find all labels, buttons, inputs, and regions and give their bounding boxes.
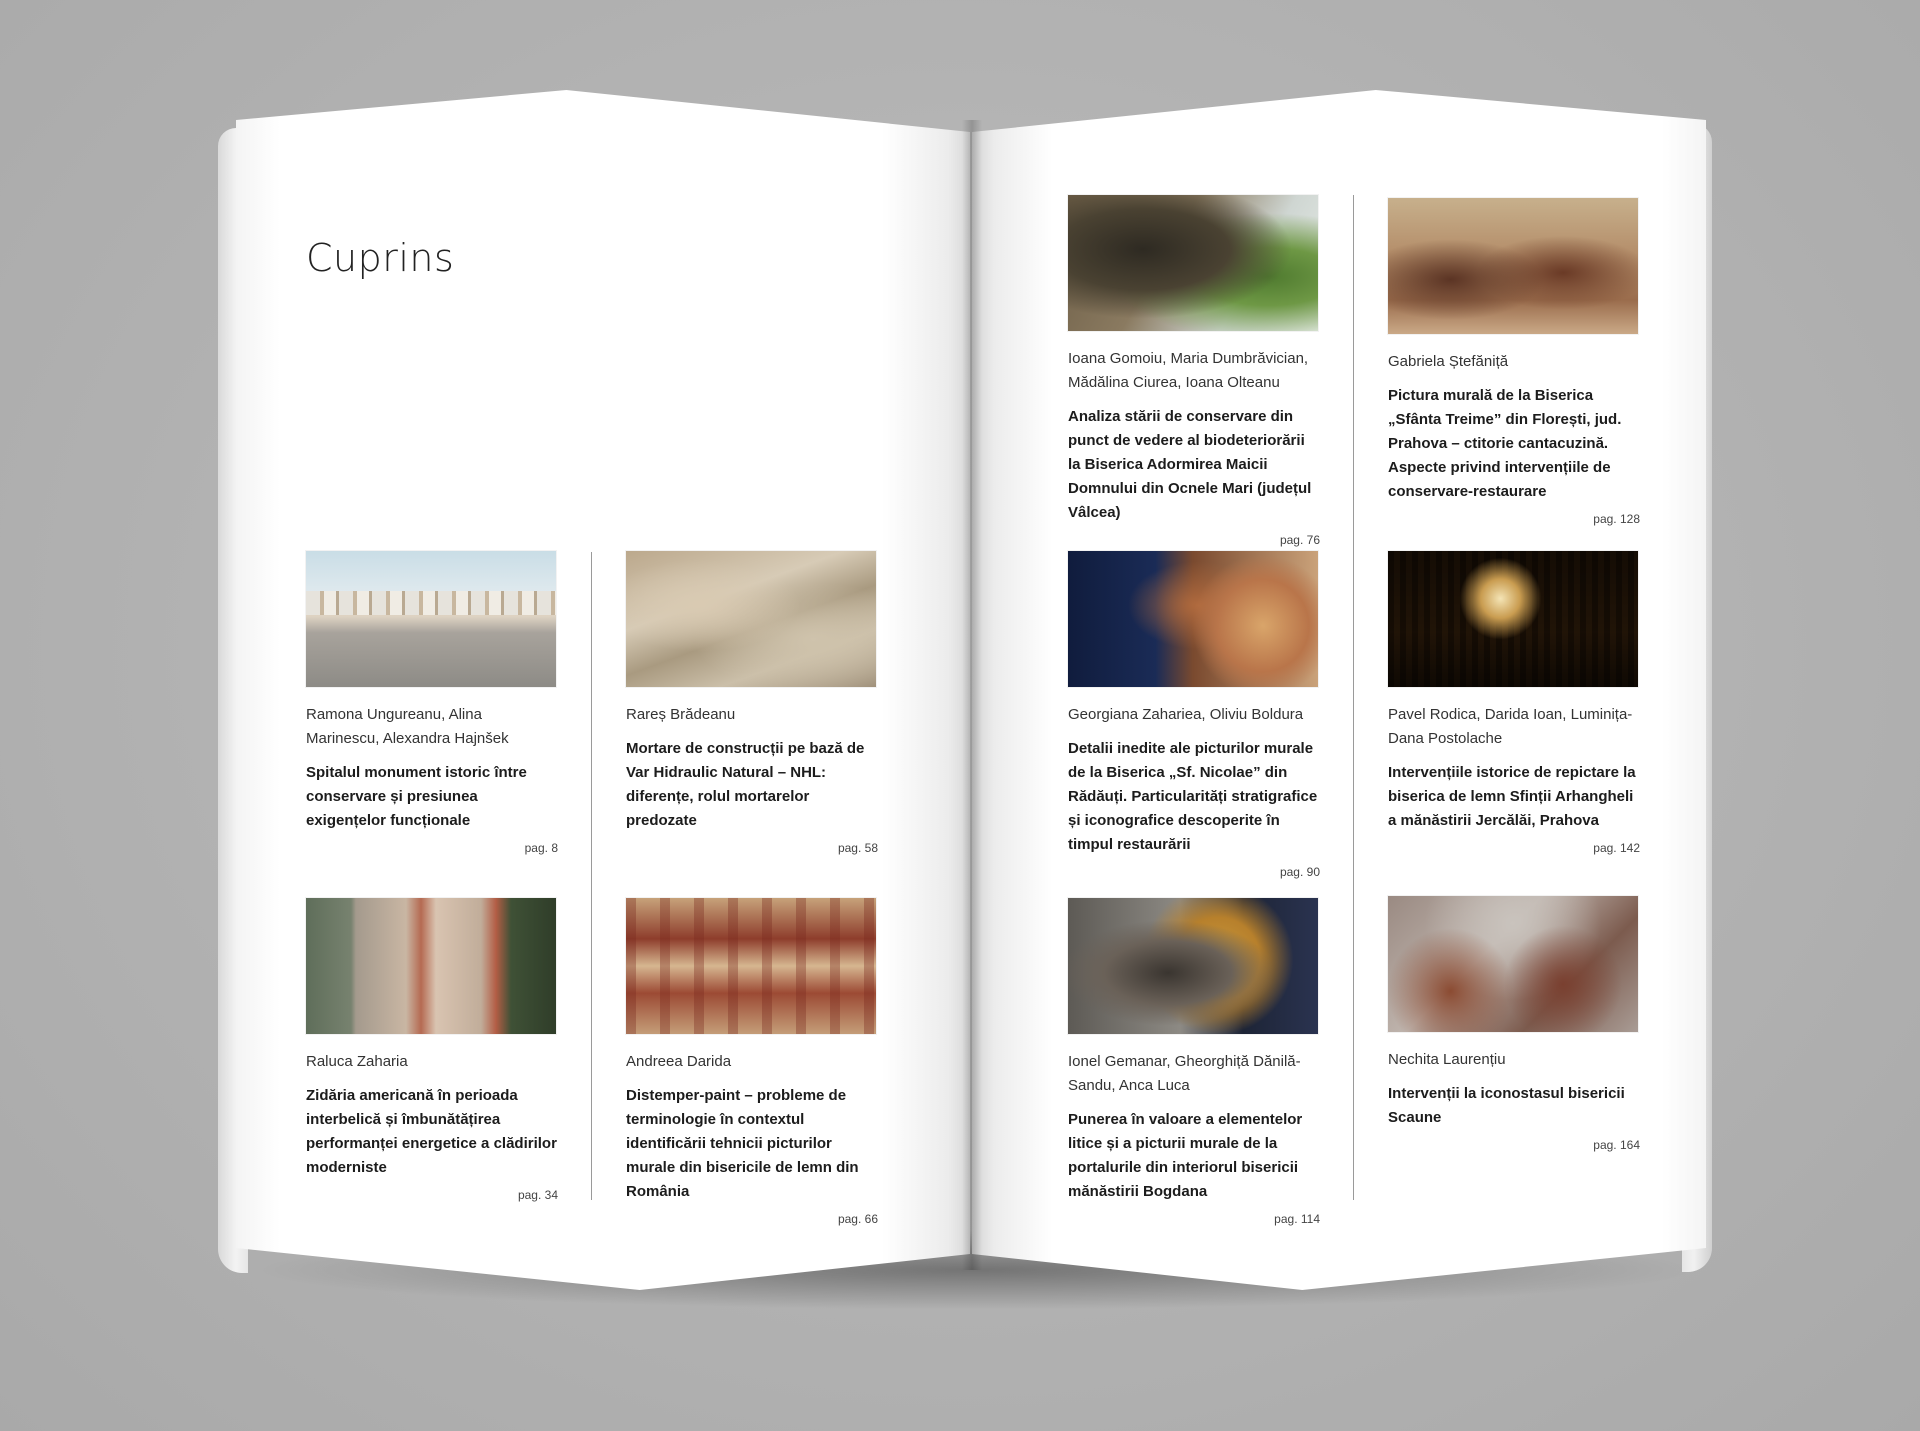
entry-page-number: pag. 90 [1279, 865, 1320, 879]
entry-authors: Andreea Darida [626, 1053, 732, 1070]
entry-thumbnail [1388, 198, 1638, 334]
entry-title: Intervențiile istorice de repictare la biserica de lemn Sfinții Arhangheli a mănăstirii Jercălăi, Prahova [1388, 764, 1636, 829]
entry-title: Spitalul monument istoric între conservare și presiunea exigențelor funcționale [306, 764, 527, 829]
toc-entry[interactable] [1068, 195, 1320, 547]
entry-thumbnail [306, 898, 556, 1034]
entry-page-number: pag. 76 [1279, 533, 1320, 547]
entry-title: Distemper-paint – probleme de terminologie în contextul identificării tehnicii picturilor murale din bisericile de lemn din România [626, 1087, 859, 1200]
entry-page-number: pag. 8 [524, 841, 558, 855]
entry-title: Zidăria americană în perioada interbelică și îmbunătățirea performanței energetice a clădirilor moderniste [306, 1087, 557, 1176]
book-gutter [962, 120, 982, 1270]
entry-authors: Gabriela Ștefăniță [1388, 353, 1509, 370]
entry-thumbnail [1068, 195, 1318, 331]
toc-entry[interactable] [306, 898, 558, 1202]
toc-entry[interactable] [1388, 198, 1640, 526]
entry-title: Punerea în valoare a elementelor litice și a picturii murale de la portalurile din interiorul bisericii mănăstirii Bogdana [1068, 1111, 1303, 1200]
entry-title: Pictura murală de la Biserica „Sfânta Treime” din Florești, jud. Prahova – ctitorie cantacuzină. Aspecte privind intervențiile de conservare-restaurare [1388, 387, 1622, 500]
entry-page-number: pag. 128 [1593, 512, 1640, 526]
entry-page-number: pag. 164 [1593, 1138, 1640, 1152]
entry-authors: Rareș Brădeanu [626, 706, 736, 723]
entry-authors: Pavel Rodica, Darida Ioan, Luminița-Dana Postolache [1388, 706, 1633, 747]
entry-thumbnail [626, 551, 876, 687]
entry-authors: Raluca Zaharia [306, 1053, 408, 1070]
entry-authors: Georgiana Zaharieа, Oliviu Boldura [1068, 706, 1304, 723]
entry-thumbnail [1068, 551, 1318, 687]
entry-thumbnail [626, 898, 876, 1034]
entry-page-number: pag. 114 [1274, 1212, 1320, 1226]
entry-thumbnail [1388, 551, 1638, 687]
entry-title: Detalii inedite ale picturilor murale de la Biserica „Sf. Nicolae” din Rădăuți. Particularități stratigrafice și iconografice descoperite în timpul restaurării [1068, 740, 1318, 853]
entry-title: Intervenții la iconostasul bisericii Scaune [1388, 1085, 1625, 1126]
entry-page-number: pag. 66 [837, 1212, 878, 1226]
toc-entry[interactable] [626, 898, 878, 1226]
toc-entry[interactable] [626, 551, 878, 855]
entry-thumbnail [306, 551, 556, 687]
entry-title: Analiza stării de conservare din punct de vedere al biodeteriorării la Biserica Adormirea Maicii Domnului din Ocnele Mari (județul Vâlcea) [1068, 408, 1312, 521]
toc-entry[interactable] [306, 551, 558, 855]
entry-authors: Nechita Laurențiu [1388, 1051, 1506, 1068]
page-title: Cuprins [306, 236, 455, 280]
column-divider [1353, 195, 1354, 1200]
column-divider [591, 552, 592, 1200]
entry-page-number: pag. 34 [517, 1188, 558, 1202]
entry-authors: Ioana Gomoiu, Maria Dumbrăvician, Mădălina Ciurea, Ioana Olteanu [1068, 350, 1309, 391]
toc-entry[interactable] [1388, 551, 1640, 855]
toc-entry[interactable] [1388, 896, 1640, 1152]
entry-page-number: pag. 58 [837, 841, 878, 855]
entry-thumbnail [1068, 898, 1318, 1034]
toc-entry[interactable] [1068, 898, 1320, 1226]
entry-page-number: pag. 142 [1593, 841, 1640, 855]
entry-authors: Ionel Gemanar, Gheorghiță Dănilă-Sandu, Anca Luca [1068, 1053, 1301, 1094]
entry-thumbnail [1388, 896, 1638, 1032]
toc-entry[interactable] [1068, 551, 1320, 879]
entry-authors: Ramona Ungureanu, Alina Marinescu, Alexandra Hajnšek [306, 706, 509, 747]
entry-title: Mortare de construcții pe bază de Var Hidraulic Natural – NHL: diferențe, rolul mortarelor predozate [626, 740, 865, 829]
